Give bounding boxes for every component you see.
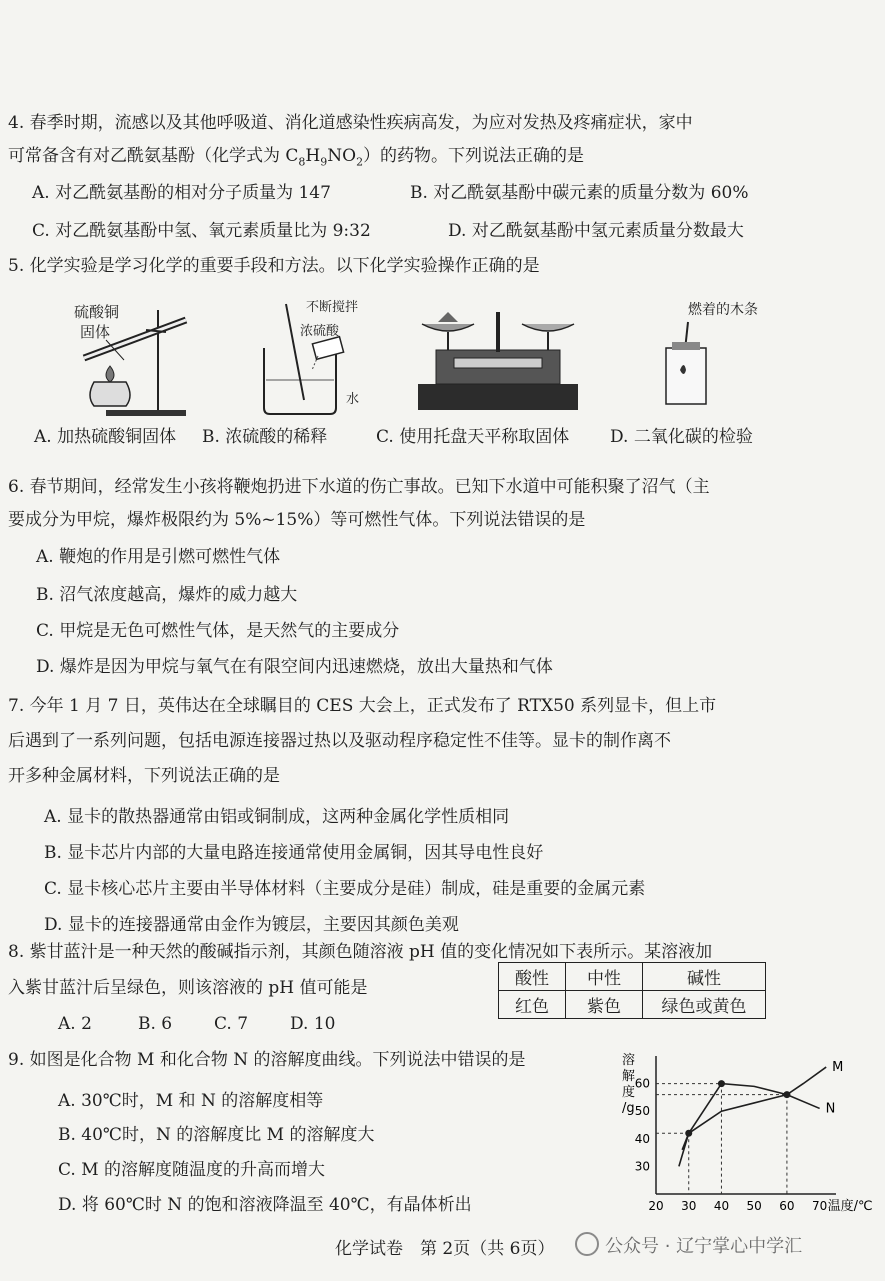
x-tick-label: 20 <box>648 1199 664 1213</box>
q4-options-row2 <box>0 220 885 244</box>
fig-b-label3: 水 <box>346 392 360 407</box>
y-axis-label: 溶解度/g <box>622 1053 636 1116</box>
q5-option-c[interactable]: C. 使用托盘天平称取固体 <box>376 427 570 447</box>
wechat-logo-icon <box>575 1232 599 1256</box>
table-row <box>499 991 766 1019</box>
q8-stem-line2: 入紫甘蓝汁后呈绿色，则该溶液的 pH 值可能是 <box>8 978 368 998</box>
y-tick-label: 40 <box>634 1131 650 1146</box>
solubility-chart <box>610 1048 873 1214</box>
q7-stem-line2: 后遇到了一系列问题，包括电源连接器过热以及驱动程序稳定性不佳等。显卡的制作离不 <box>8 731 671 751</box>
q5-option-d[interactable]: D. 二氧化碳的检验 <box>610 427 753 447</box>
ph-color-table <box>498 962 766 1019</box>
q4-stem-line2: 可常备含有对乙酰氨基酚（化学式为 $C_8H_9NO_2$）的药物。下列说法正确的是 <box>8 146 585 169</box>
table-cell-alkaline-color: 绿色或黄色 <box>643 991 766 1019</box>
fig-d-gas-bottle <box>652 318 732 408</box>
series-label-N: N <box>825 1101 836 1117</box>
q9-option-a[interactable]: A. 30℃时，M 和 N 的溶解度相等 <box>58 1091 324 1111</box>
q6-stem-line1: 6. 春节期间，经常发生小孩将鞭炮扔进下水道的伤亡事故。已知下水道中可能积聚了沼气（主 <box>8 477 710 497</box>
q4-option-a[interactable]: A. 对乙酰氨基酚的相对分子质量为 147 <box>32 183 331 203</box>
series-line-M <box>679 1067 826 1166</box>
table-row <box>499 963 766 991</box>
q4-stem-line1: 4. 春季时期，流感以及其他呼吸道、消化道感染性疾病高发，为应对发热及疼痛症状，家中 <box>8 113 693 133</box>
q6-stem-line2: 要成分为甲烷，爆炸极限约为 5%~15%）等可燃性气体。下列说法错误的是 <box>8 510 586 530</box>
x-tick-label: 50 <box>746 1199 762 1213</box>
q8-option-a[interactable]: A. 2 <box>58 1014 92 1034</box>
table-header-alkaline: 碱性 <box>643 963 766 991</box>
y-tick-label: 60 <box>634 1076 650 1091</box>
q9-option-d[interactable]: D. 将 60℃时 N 的饱和溶液降温至 40℃，有晶体析出 <box>58 1195 472 1215</box>
intersection-point <box>783 1091 790 1098</box>
x-tick-label: 60 <box>779 1199 795 1213</box>
q9-stem: 9. 如图是化合物 M 和化合物 N 的溶解度曲线。下列说法中错误的是 <box>8 1050 526 1070</box>
q6-option-d[interactable]: D. 爆炸是因为甲烷与氧气在有限空间内迅速燃烧，放出大量热和气体 <box>36 657 553 677</box>
x-tick-label: 40 <box>713 1199 730 1213</box>
y-tick-label: 30 <box>634 1159 650 1174</box>
q8-option-c[interactable]: C. 7 <box>214 1014 249 1034</box>
q9-option-b[interactable]: B. 40℃时，N 的溶解度比 M 的溶解度大 <box>58 1125 375 1145</box>
fig-d-label: 燃着的木条 <box>688 302 758 318</box>
q4-options-row1 <box>0 182 885 206</box>
q5-option-a[interactable]: A. 加热硫酸铜固体 <box>34 427 177 447</box>
q6-option-c[interactable]: C. 甲烷是无色可燃性气体，是天然气的主要成分 <box>36 621 400 641</box>
x-axis-label: 温度/℃ <box>827 1199 873 1214</box>
q9-option-c[interactable]: C. M 的溶解度随温度的升高而增大 <box>58 1160 326 1180</box>
q7-option-a[interactable]: A. 显卡的散热器通常由铝或铜制成，这两种金属化学性质相同 <box>44 807 510 827</box>
q7-option-c[interactable]: C. 显卡核心芯片主要由半导体材料（主要成分是硅）制成，硅是重要的金属元素 <box>44 879 646 899</box>
x-tick-label: 70 <box>811 1199 828 1213</box>
watermark-text: 公众号 · 辽宁掌心中学汇 <box>605 1236 803 1257</box>
fig-a-label2: 固体 <box>80 323 111 341</box>
q7-option-d[interactable]: D. 显卡的连接器通常由金作为镀层，主要因其颜色美观 <box>44 915 459 935</box>
intersection-point <box>685 1130 692 1137</box>
q4-option-c[interactable]: C. 对乙酰氨基酚中氢、氧元素质量比为 9:32 <box>32 221 371 241</box>
series-label-M: M <box>832 1060 844 1076</box>
q7-stem-line1: 7. 今年 1 月 7 日，英伟达在全球瞩目的 CES 大会上，正式发布了 RTX50 系列显卡，但上市 <box>8 696 717 716</box>
y-tick-label: 50 <box>634 1104 650 1119</box>
table-header-acid: 酸性 <box>499 963 566 991</box>
q6-option-b[interactable]: B. 沼气浓度越高，爆炸的威力越大 <box>36 585 298 605</box>
page-footer: 化学试卷 第 2页（共 6页） <box>335 1239 555 1259</box>
q8-option-b[interactable]: B. 6 <box>138 1014 173 1034</box>
q5-options <box>0 426 885 450</box>
q4-option-d[interactable]: D. 对乙酰氨基酚中氢元素质量分数最大 <box>448 221 744 241</box>
series-line-N <box>682 1084 819 1150</box>
fig-b-label2: 浓硫酸 <box>300 324 340 339</box>
fig-a-label1: 硫酸铜 <box>74 303 120 321</box>
table-header-neutral: 中性 <box>566 963 643 991</box>
watermark <box>575 1232 802 1258</box>
table-cell-neutral-color: 紫色 <box>566 991 643 1019</box>
fig-c-balance <box>410 296 586 412</box>
q6-option-a[interactable]: A. 鞭炮的作用是引燃可燃性气体 <box>36 547 281 567</box>
q8-option-d[interactable]: D. 10 <box>290 1014 336 1034</box>
q4-option-b[interactable]: B. 对乙酰氨基酚中碳元素的质量分数为 60% <box>410 183 749 203</box>
q5-option-b[interactable]: B. 浓硫酸的稀释 <box>202 427 328 447</box>
q7-option-b[interactable]: B. 显卡芯片内部的大量电路连接通常使用金属铜，因其导电性良好 <box>44 843 544 863</box>
intersection-point <box>718 1080 725 1087</box>
q8-stem-line1: 8. 紫甘蓝汁是一种天然的酸碱指示剂，其颜色随溶液 pH 值的变化情况如下表所示。某溶液加 <box>8 942 713 962</box>
q8-options <box>0 1013 480 1037</box>
q7-stem-line3: 开多种金属材料，下列说法正确的是 <box>8 766 280 786</box>
q5-stem: 5. 化学实验是学习化学的重要手段和方法。以下化学实验操作正确的是 <box>8 256 540 276</box>
table-cell-acid-color: 红色 <box>499 991 566 1019</box>
fig-b-label1: 不断搅拌 <box>306 300 359 315</box>
fig-a-heating-apparatus <box>66 300 196 420</box>
x-tick-label: 30 <box>681 1199 697 1213</box>
